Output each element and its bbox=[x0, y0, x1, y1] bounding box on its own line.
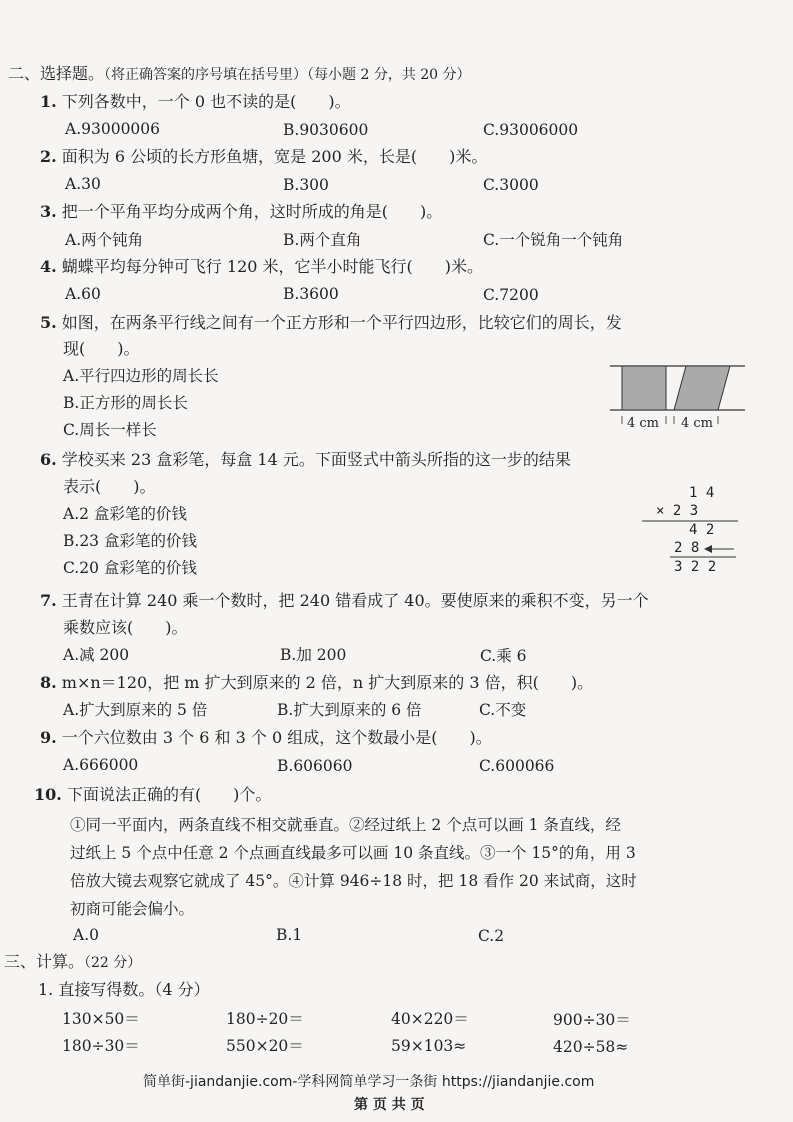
option-a: A.扩大到原来的 5 倍 bbox=[63, 701, 208, 719]
calc-item: 59×103≈ bbox=[391, 1037, 467, 1055]
calc-item: 180÷30＝ bbox=[62, 1037, 140, 1055]
option-b: B.1 bbox=[276, 926, 303, 944]
calc-item: 420÷58≈ bbox=[553, 1038, 629, 1056]
option-c: C.一个锐角一个钝角 bbox=[483, 231, 624, 249]
option-a: A.30 bbox=[65, 175, 101, 193]
question-text: 学校买来 23 盒彩笔，每盒 14 元。下面竖式中箭头所指的这一步的结果 bbox=[61, 450, 571, 469]
question-text-continued: 现( )。 bbox=[63, 339, 140, 358]
question-number: 2. bbox=[40, 147, 57, 166]
option-a: A.666000 bbox=[63, 756, 139, 774]
question-number: 5. bbox=[40, 313, 57, 332]
calc-item: 180÷20＝ bbox=[226, 1010, 304, 1028]
question-text: 下面说法正确的有( )个。 bbox=[66, 785, 272, 804]
question-number: 6. bbox=[40, 450, 57, 469]
calc-item: 130×50＝ bbox=[62, 1010, 140, 1028]
question-7 bbox=[40, 590, 649, 612]
statement-line-3: 倍放大镜去观察它就成了 45°。④计算 946÷18 时，把 18 看作 20 来试商，这时 bbox=[70, 872, 637, 890]
question-number: 7. bbox=[40, 591, 57, 610]
question-text: 面积为 6 公顷的长方形鱼塘，宽是 200 米，长是( )米。 bbox=[61, 147, 488, 166]
section-calc-title: 三、计算。 bbox=[4, 952, 85, 971]
option-a: A.0 bbox=[73, 926, 99, 944]
section-choice-note: （将正确答案的序号填在括号里）（每小题 2 分，共 20 分） bbox=[104, 67, 471, 83]
statement-line-1: ①同一平面内，两条直线不相交就垂直。②经过纸上 2 个点可以画 1 条直线，经 bbox=[70, 816, 621, 834]
question-number: 9. bbox=[40, 728, 57, 747]
calc-subtitle: 1. 直接写得数。（4 分） bbox=[38, 980, 210, 999]
question-number: 1. bbox=[40, 92, 57, 111]
question-9 bbox=[40, 727, 492, 749]
section-calc-header bbox=[4, 951, 141, 974]
calc-item: 900÷30＝ bbox=[553, 1011, 631, 1029]
question-text-continued: 表示( )。 bbox=[63, 477, 156, 496]
mult-row-multiplier: × 2 3 bbox=[656, 503, 699, 519]
calc-item: 550×20＝ bbox=[226, 1037, 304, 1055]
option-c: C.600066 bbox=[479, 757, 555, 775]
option-b: B.两个直角 bbox=[283, 231, 362, 249]
option-c: C.7200 bbox=[483, 286, 539, 304]
statement-line-2: 过纸上 5 个点中任意 2 个点画直线最多可以画 10 条直线。③一个 15°的角，用 3 bbox=[70, 844, 636, 862]
question-4 bbox=[40, 256, 483, 278]
question-text-continued: 乘数应该( )。 bbox=[63, 618, 188, 637]
question-text: 一个六位数由 3 个 6 和 3 个 0 组成，这个数最小是( )。 bbox=[61, 728, 492, 747]
question-number: 10. bbox=[34, 785, 62, 804]
mult-row-product: 3 2 2 bbox=[674, 559, 717, 575]
question-text: m×n＝120，把 m 扩大到原来的 2 倍，n 扩大到原来的 3 倍，积( )。 bbox=[61, 673, 594, 692]
option-a: A.93000006 bbox=[65, 120, 161, 138]
mult-row-partial-1: 4 2 bbox=[689, 522, 715, 538]
option-b: B.9030600 bbox=[283, 121, 369, 139]
option-c: C.20 盒彩笔的价钱 bbox=[63, 559, 197, 577]
section-calc-note: （22 分） bbox=[84, 955, 142, 971]
arrow-head-icon bbox=[704, 545, 712, 553]
option-c: C.乘 6 bbox=[480, 647, 527, 665]
mult-lines bbox=[640, 484, 750, 579]
question-text: 如图，在两条平行线之间有一个正方形和一个平行四边形，比较它们的周长，发 bbox=[61, 313, 622, 332]
mult-row-partial-2: 2 8 bbox=[674, 540, 700, 556]
question-number: 4. bbox=[40, 257, 57, 276]
question-6 bbox=[40, 449, 571, 471]
question-text: 蝴蝶平均每分钟可飞行 120 米，它半小时能飞行( )米。 bbox=[61, 257, 483, 276]
option-c: C.3000 bbox=[483, 176, 539, 194]
question-5 bbox=[40, 312, 622, 334]
option-b: B.3600 bbox=[283, 285, 339, 303]
section-choice-header bbox=[8, 63, 471, 86]
square-side-label: 4 cm bbox=[627, 416, 660, 431]
question-3 bbox=[40, 201, 442, 223]
option-b: B.正方形的周长长 bbox=[63, 394, 188, 412]
question-text: 下列各数中，一个 0 也不读的是( )。 bbox=[61, 92, 351, 111]
question-2 bbox=[40, 146, 487, 168]
parallelogram-side-label: 4 cm bbox=[681, 416, 714, 431]
question-10 bbox=[34, 784, 271, 806]
option-c: C.2 bbox=[478, 927, 505, 945]
option-c: C.周长一样长 bbox=[63, 421, 157, 439]
calc-item: 40×220＝ bbox=[391, 1010, 469, 1028]
mult-row-multiplicand: 1 4 bbox=[689, 485, 715, 501]
question-text: 王青在计算 240 乘一个数时，把 240 错看成了 40。要使原来的乘积不变，另一个 bbox=[61, 591, 649, 610]
question-text: 把一个平角平均分成两个角，这时所成的角是( )。 bbox=[61, 202, 443, 221]
option-c: C.93006000 bbox=[483, 121, 579, 139]
option-b: B.606060 bbox=[277, 757, 353, 775]
option-a: A.平行四边形的周长长 bbox=[63, 367, 219, 385]
option-b: B.扩大到原来的 6 倍 bbox=[277, 701, 422, 719]
page-number: 第 页 共 页 bbox=[354, 1097, 425, 1113]
question-number: 3. bbox=[40, 202, 57, 221]
footer-site-link: 简单街-jiandanjie.com-学科网简单学习一条街 https://jiandanjie.com bbox=[143, 1074, 595, 1090]
option-b: B.23 盒彩笔的价钱 bbox=[63, 532, 197, 550]
question-1 bbox=[40, 91, 351, 113]
option-a: A.60 bbox=[65, 285, 101, 303]
question-number: 8. bbox=[40, 673, 57, 692]
square-shape bbox=[622, 366, 666, 410]
option-b: B.300 bbox=[283, 176, 329, 194]
option-a: A.两个钝角 bbox=[65, 231, 144, 249]
option-b: B.加 200 bbox=[280, 646, 347, 664]
section-choice-title: 二、选择题。 bbox=[8, 64, 105, 83]
option-c: C.不变 bbox=[479, 701, 527, 719]
question-8 bbox=[40, 672, 593, 694]
option-a: A.2 盒彩笔的价钱 bbox=[63, 505, 187, 523]
parallelogram-shape bbox=[674, 366, 730, 410]
option-a: A.减 200 bbox=[63, 646, 130, 664]
statement-line-4: 初商可能会偏小。 bbox=[70, 900, 195, 918]
